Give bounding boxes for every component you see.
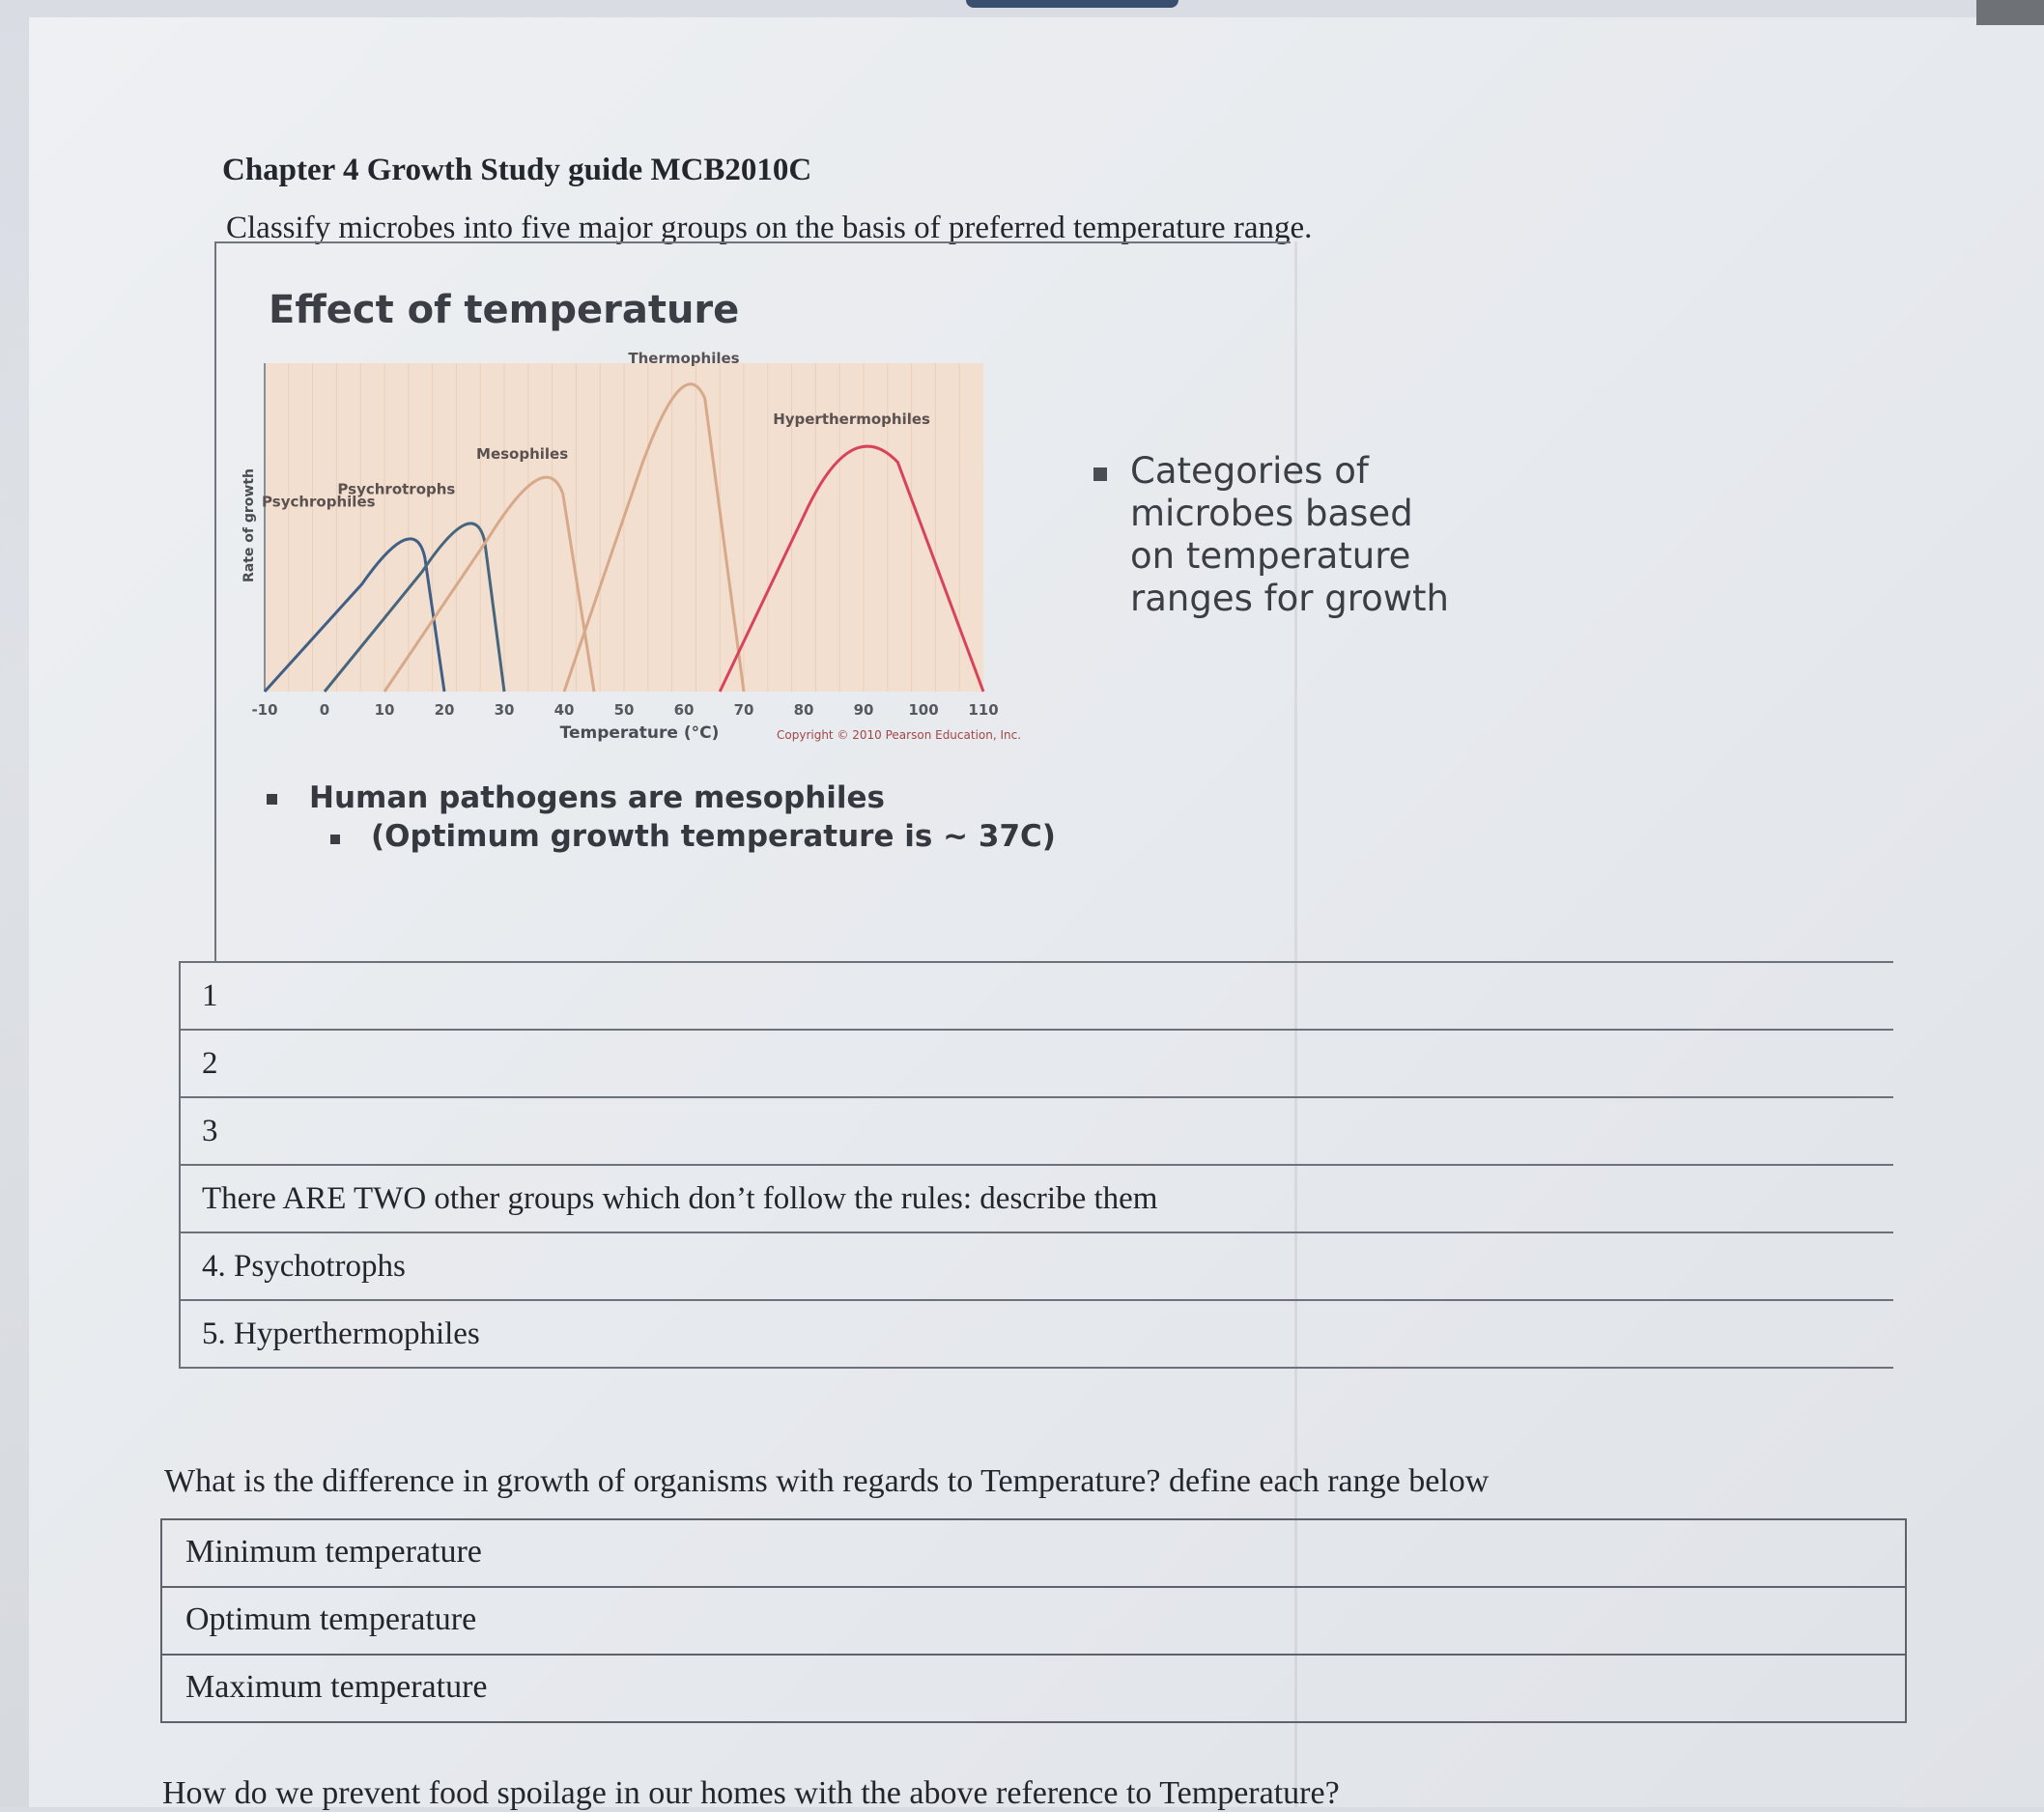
temperature-chart [243,352,1016,781]
answer-rows [179,961,1893,1369]
x-tick-label: 100 [908,701,939,719]
x-tick-label: 90 [853,701,874,719]
x-tick-label: 50 [613,701,635,719]
range-label: Optimum temperature [185,1601,477,1637]
row-label: 1 [202,978,218,1013]
top-corner-object [1976,0,2044,25]
answer-row[interactable] [179,1096,1893,1164]
row-label: 4. Psychotrophs [202,1249,406,1284]
y-axis-label: Rate of growth [241,467,257,583]
answer-row[interactable] [179,1299,1893,1367]
row-label: 5. Hyperthermophiles [202,1317,480,1351]
x-tick-label: -10 [251,701,278,719]
x-tick-label: 40 [554,701,575,719]
range-row-minimum[interactable] [162,1520,1905,1588]
slide-box [214,241,1450,963]
row-label: 2 [202,1046,218,1081]
series-label-mesophiles: Mesophiles [476,445,569,464]
chart-svg [243,352,1016,777]
bullet-square [330,835,340,844]
x-tick-label: 110 [968,701,999,719]
row-label: There ARE TWO other groups which don’t follow the rules: describe them [202,1181,1158,1216]
slide-title: Effect of temperature [269,288,740,332]
answer-row[interactable] [179,1164,1893,1232]
range-row-maximum[interactable] [162,1656,1905,1721]
series-label-hyperthermophiles: Hyperthermophiles [773,410,930,428]
pathogens-note: Human pathogens are mesophiles [309,780,886,815]
x-tick-label: 80 [793,701,814,719]
row-label: 3 [202,1114,218,1148]
range-row-optimum[interactable] [162,1588,1905,1656]
page-subtitle: Classify microbes into five major groups on the basis of preferred temperature range. [226,211,1313,245]
answer-row[interactable] [179,1232,1893,1299]
top-edge-object [966,0,1178,8]
category-description: Categories of microbes based on temperature ranges for growth [1130,450,1450,619]
optimum-note: (Optimum growth temperature is ~ 37C) [371,819,1056,854]
series-label-psychrotrophs: Psychrotrophs [337,480,456,498]
bullet-square [267,794,277,805]
series-label-psychrophiles: Psychrophiles [262,493,376,511]
x-tick-label: 70 [733,701,754,719]
food-spoilage-question: How do we prevent food spoilage in our homes with the above reference to Temperature? [162,1775,1340,1811]
range-label: Maximum temperature [185,1669,488,1705]
x-tick-label: 10 [374,701,395,719]
x-tick-label: 0 [319,701,330,719]
x-tick-label: 20 [434,701,455,719]
range-table [160,1518,1907,1723]
range-label: Minimum temperature [185,1534,482,1570]
series-label-thermophiles: Thermophiles [628,350,740,368]
answer-row[interactable] [179,1029,1893,1096]
x-tick-label: 60 [673,701,695,719]
copyright-note: Copyright © 2010 Pearson Education, Inc. [777,728,1022,742]
bullet-square [1093,467,1107,481]
temperature-question: What is the difference in growth of organisms with regards to Temperature? define each range below [164,1463,1490,1499]
rows-bottom-line [179,1367,1893,1369]
x-tick-label: 30 [494,701,515,719]
page-title: Chapter 4 Growth Study guide MCB2010C [222,153,812,187]
answer-row[interactable] [179,961,1893,1029]
x-axis-label: Temperature (°C) [559,723,720,743]
